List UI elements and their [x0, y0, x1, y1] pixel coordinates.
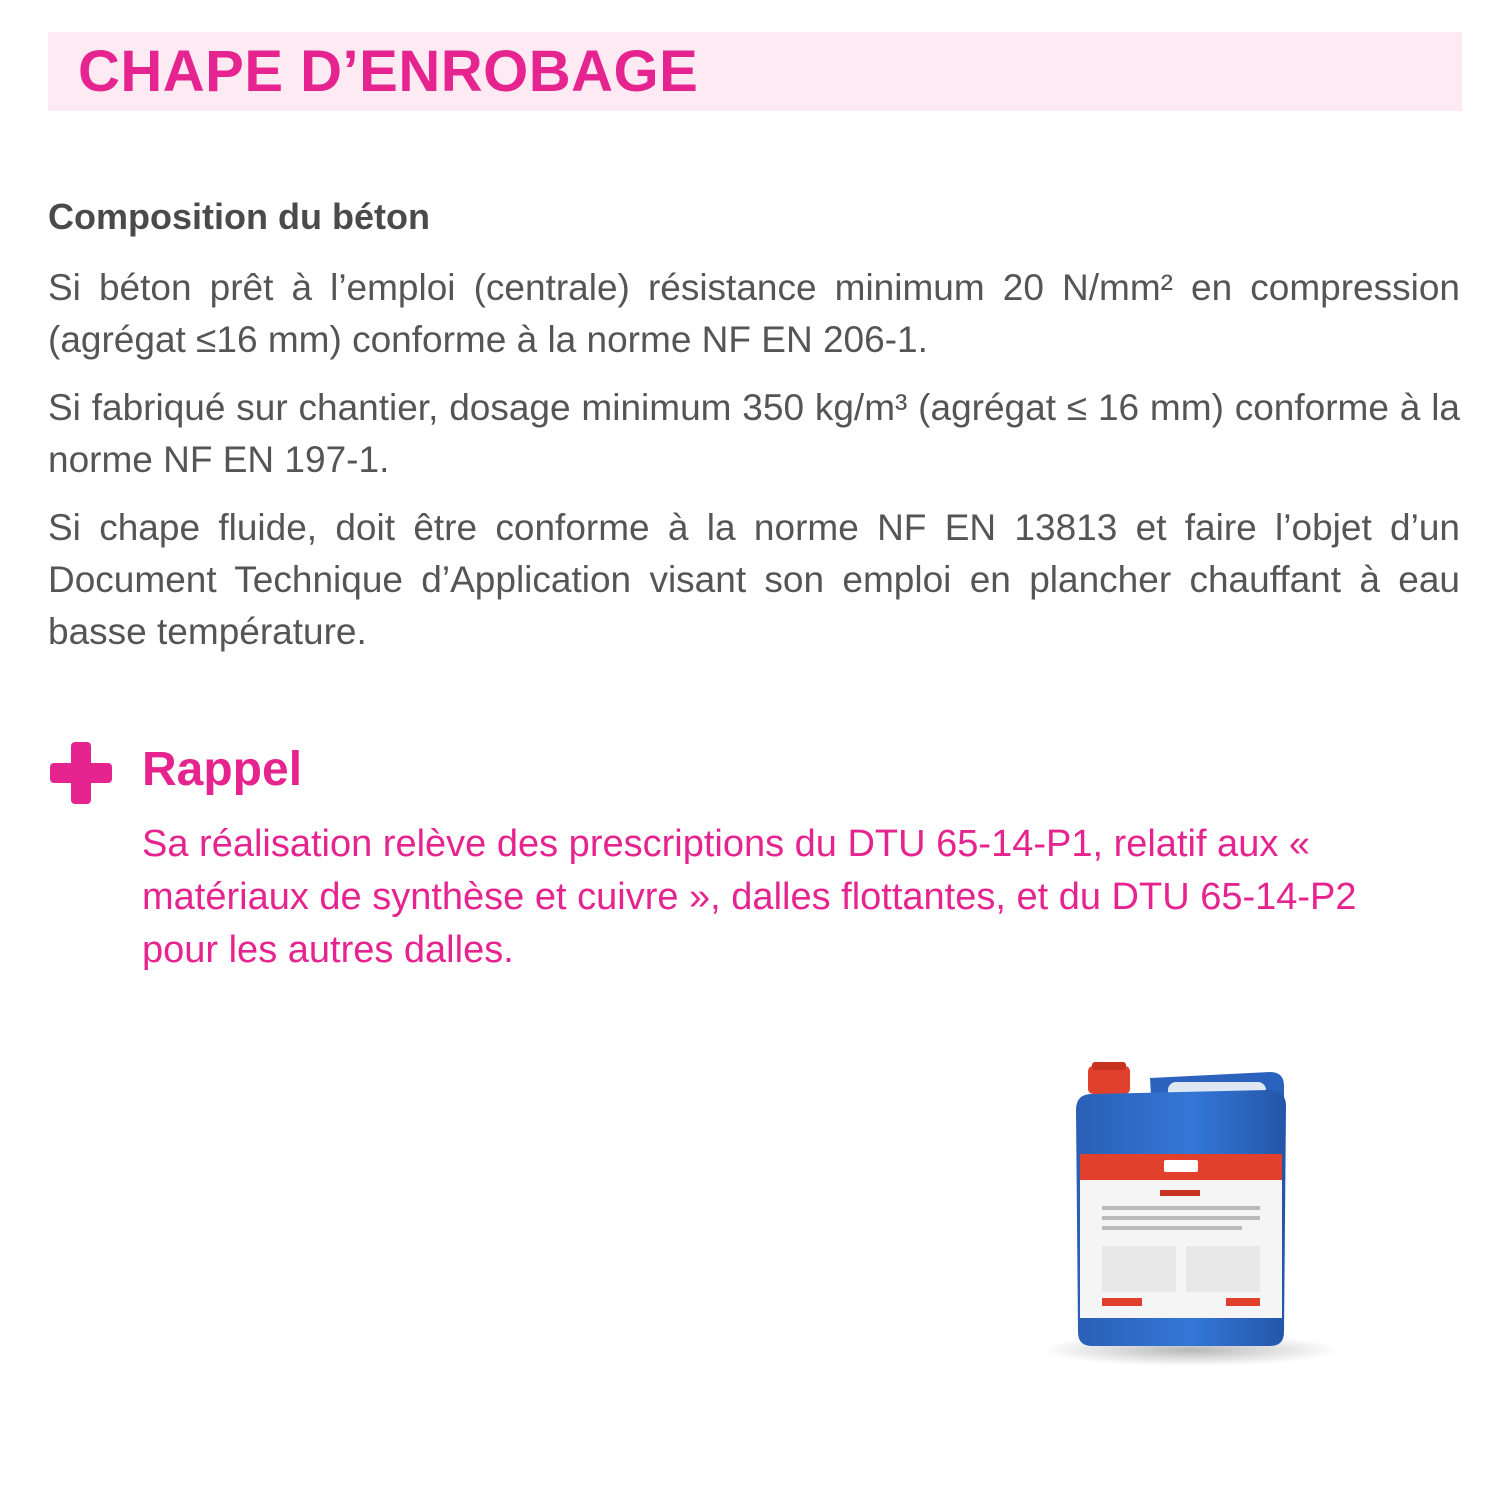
composition-paragraph-3: Si chape fluide, doit être conforme à la norme NF EN 13813 et faire l’objet d’un Document Technique d’Application visant son emploi en plancher chauffant à eau basse température. — [48, 507, 1460, 652]
rappel-title: Rappel — [142, 743, 303, 796]
plus-icon — [48, 740, 114, 806]
composition-paragraph-2: Si fabriqué sur chantier, dosage minimum 350 kg/m³ (agrégat ≤ 16 mm) conforme à la norme NF EN 197-1. — [48, 387, 1460, 480]
jerrycan-icon — [1040, 1050, 1340, 1380]
composition-heading: Composition du béton — [48, 196, 430, 237]
page-title: CHAPE D’ENROBAGE — [78, 39, 699, 104]
rappel-text: Sa réalisation relève des prescriptions du DTU 65-14-P1, relatif aux « matériaux de synthèse et cuivre », dalles flottantes, et du DTU 65-14-P2 pour les autres dalles. — [142, 823, 1357, 971]
composition-paragraph-1: Si béton prêt à l’emploi (centrale) résistance minimum 20 N/mm² en compression (agrégat ≤16 mm) conforme à la norme NF EN 206-1. — [48, 267, 1460, 360]
